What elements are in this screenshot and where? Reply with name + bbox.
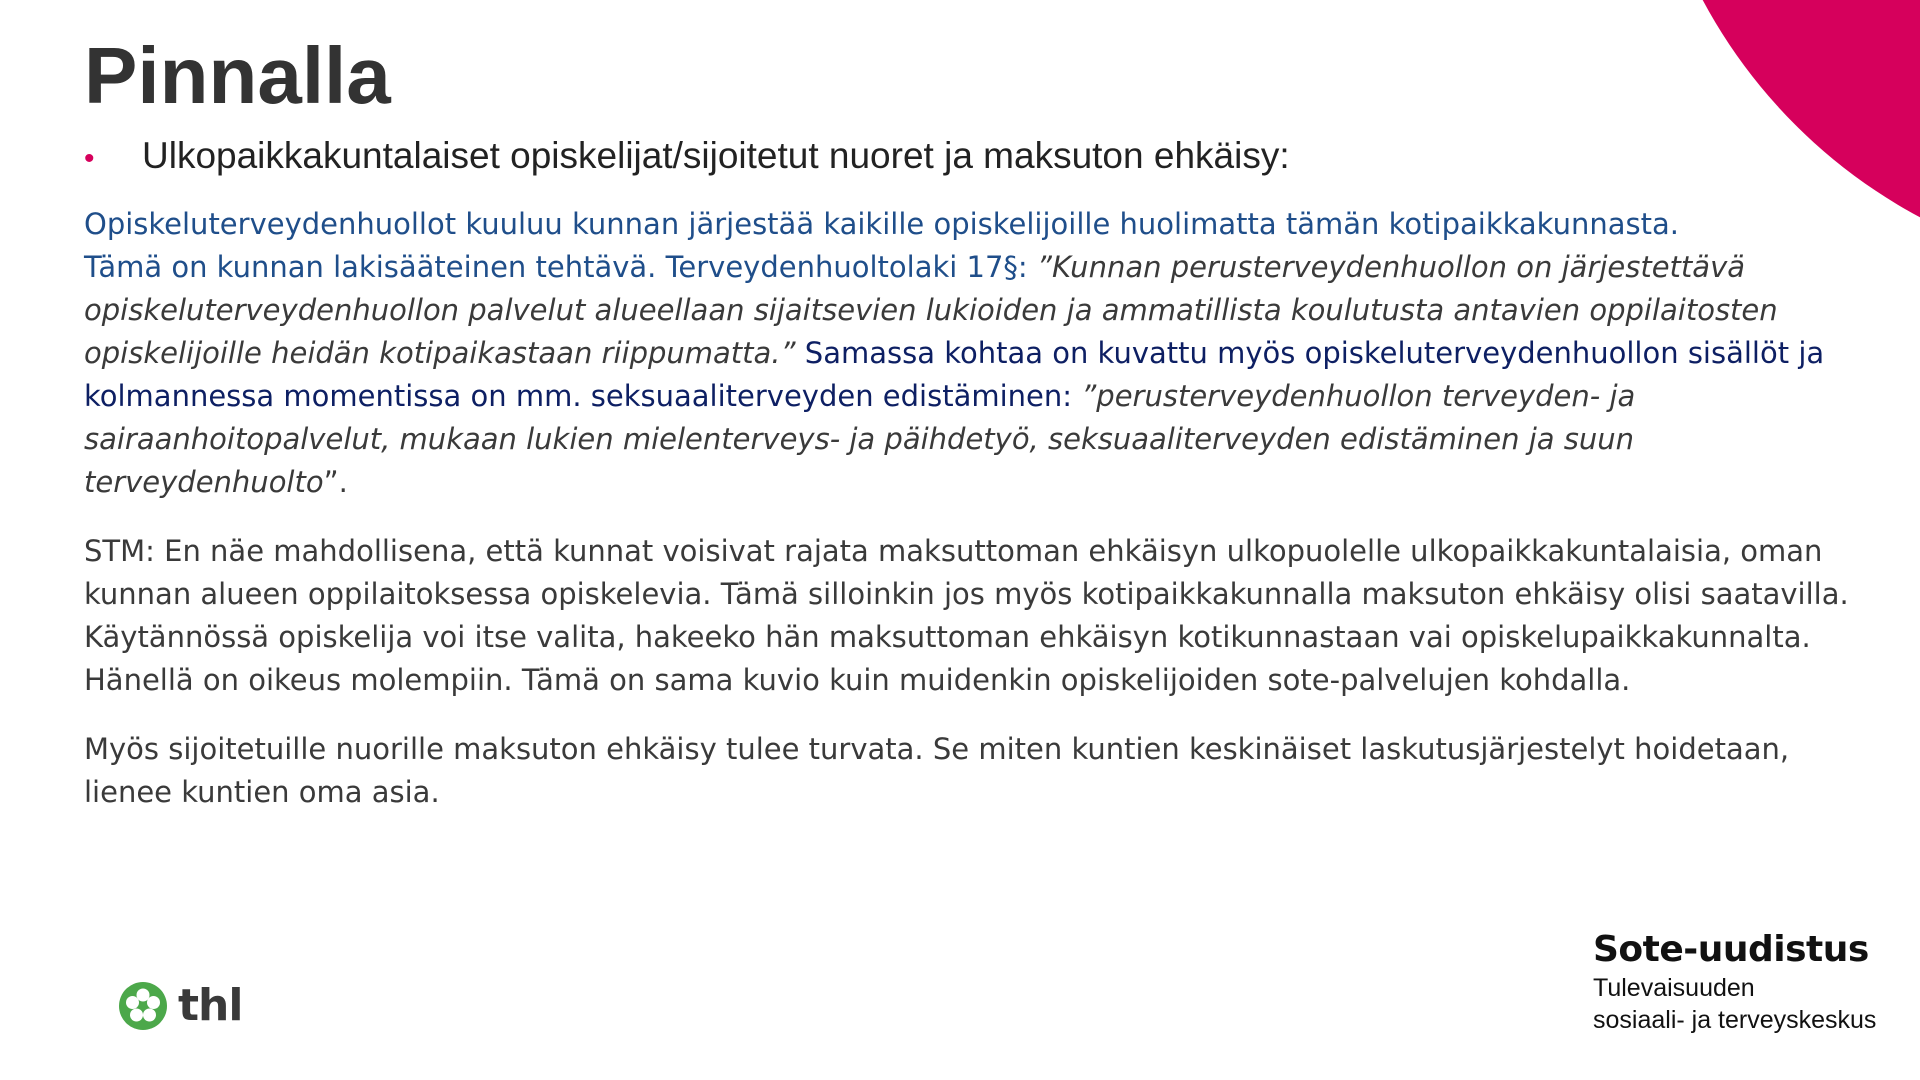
paragraph-law-line1: Opiskeluterveydenhuollot kuuluu kunnan järjestää kaikille opiskelijoille huolimatta tämän kotipaikkakunnasta. bbox=[84, 207, 1679, 241]
sote-title: Sote-uudistus bbox=[1593, 929, 1869, 970]
paragraph-law-intro: Tämä on kunnan lakisääteinen tehtävä. Terveydenhuoltolaki 17§: bbox=[84, 250, 1037, 284]
law-quote-2: ”perusterveydenhuollon terveyden- ja sairaanhoitopalvelut, mukaan lukien mielenterveys- ja päihdetyö, seksuaaliterveyden edistäminen ja suun terveydenhuolto bbox=[84, 379, 1636, 499]
paragraph-law-end: ”. bbox=[323, 465, 348, 499]
slide-body bbox=[84, 203, 1884, 840]
clover-icon bbox=[118, 981, 168, 1031]
bullet-dot-icon: • bbox=[84, 142, 95, 175]
bullet-item bbox=[84, 134, 1290, 181]
law-quote: ”Kunnan perusterveydenhuollon on järjestettävä opiskeluterveydenhuollon palvelut alueellaan sijaitsevien lukioiden ja ammatillista koulutusta antavien oppilaitosten opiskelijoille heidän kotipaikastaan riippumatta.” bbox=[84, 250, 1778, 370]
bullet-text: Ulkopaikkakuntalaiset opiskelijat/sijoitetut nuoret ja maksuton ehkäisy: bbox=[142, 135, 1290, 176]
thl-logo bbox=[118, 980, 242, 1031]
sote-logo bbox=[1593, 928, 1876, 1036]
slide-title: Pinnalla bbox=[84, 31, 391, 120]
sote-subtitle-line1: Tulevaisuuden bbox=[1593, 974, 1755, 1002]
paragraph-law bbox=[84, 203, 1884, 504]
paragraph-stm: STM: En näe mahdollisena, että kunnat voisivat rajata maksuttoman ehkäisyn ulkopuolelle ulkopaikkakuntalaisia, oman kunnan alueen oppilaitoksessa opiskelevia. Tämä silloinkin jos myös kotipaikkakunnalla maksuton ehkäisy olisi saatavilla. Käytännössä opiskelija voi itse valita, hakeeko hän maksuttoman ehkäisyn kotikunnastaan vai opiskelupaikkakunnalta. Hänellä on oikeus molempiin. Tämä on sama kuvio kuin muidenkin opiskelijoiden sote-palvelujen kohdalla. bbox=[84, 534, 1849, 697]
thl-logo-text: thl bbox=[178, 980, 243, 1031]
paragraph-placed-youth: Myös sijoitetuille nuorille maksuton ehkäisy tulee turvata. Se miten kuntien keskinäiset laskutusjärjestelyt hoidetaan, lienee kuntien oma asia. bbox=[84, 732, 1790, 809]
paragraph-law-navy: Samassa kohtaa on kuvattu myös opiskeluterveydenhuollon sisällöt ja kolmannessa momentissa on mm. seksuaaliterveyden edistäminen: bbox=[84, 336, 1825, 413]
sote-subtitle-line2: sosiaali- ja terveyskeskus bbox=[1593, 1006, 1877, 1034]
